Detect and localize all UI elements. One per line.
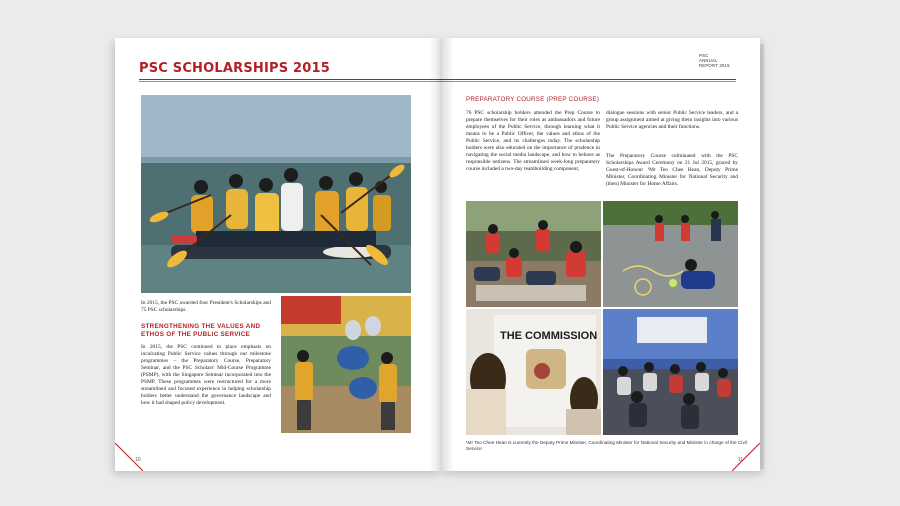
title-rule: [139, 79, 442, 80]
report-tag-line-1: PSC: [699, 53, 709, 58]
raft-photo: [141, 95, 411, 293]
header-rule-thin: [442, 81, 736, 82]
whiteboard-text: THE COMMISSION: [500, 330, 598, 342]
chalk-drawing-photo-image: [603, 201, 738, 307]
report-tag-line-2: ANNUAL: [699, 58, 718, 63]
values-paragraph: In 2015, the PSC continued to place emphasis on inculcating Public Service values through our milestone programmes – the Preparatory Course, Preparatory Seminar, and the PSC Scholars' Mid-Course Programme (PSMP), with the Singapore Seminar incorporated into the PSMP. These programmes were restructured for a more streamlined and focused experience in helping scholarship holders better understand the governance landscape and how it had shaped policy development.: [141, 344, 271, 406]
page-number-left: 10: [135, 457, 141, 463]
group-activity-photo-image: [466, 201, 601, 307]
barrel-photo: [281, 296, 411, 433]
header-rule: [442, 79, 736, 80]
raft-photo-image: [141, 95, 411, 293]
prep-course-column-2b: The Preparatory Course culminated with the PSC Scholarships Award Ceremony on 21 Jul 2015, graced by Guest-of-Honour ¹Mr Teo Chee Hean, Deputy Prime Minister, Coordinating Minister for National Security and (then) Minister for Home Affairs.: [606, 153, 738, 187]
report-tag: [699, 53, 730, 68]
dialogue-session-photo-image: [603, 309, 738, 435]
book-gutter-shadow: [430, 38, 454, 471]
whiteboard-photo: [466, 309, 601, 435]
right-page: [442, 38, 760, 471]
prep-course-column-2a: dialogue sessions with senior Public Service leaders, and a group assignment aimed at giving them insights into various Public Service agencies and their functions.: [606, 110, 738, 130]
corner-accent-left: [115, 443, 143, 471]
footnote-caption: ¹Mr Teo Chee Hean is currently the Deputy Prime Minister, Coordinating Minister for National Security and Minister in charge of the Civil Service.: [466, 440, 747, 451]
group-activity-photo: [466, 201, 601, 307]
barrel-photo-image: [281, 296, 411, 433]
left-page: [115, 38, 442, 471]
section-heading: PREPARATORY COURSE (PREP COURSE): [466, 96, 600, 103]
prep-course-column-1: 76 PSC scholarship holders attended the Prep Course to prepare themselves for their roles as ambassadors and future employees of the Public Service, through learning what it means to be a Public Officer, the values and ethos of the Public Service, and its challenges today. The scholarship holders were also educated on the importance of prudence in navigating the social media landscape, and how to behave as responsible netizens. The streamlined week-long preparatory course included a two-day teambuilding component,: [466, 110, 600, 172]
whiteboard-photo-image: [466, 309, 601, 435]
report-tag-line-3: REPORT 2015: [699, 63, 730, 68]
intro-paragraph: In 2015, the PSC awarded four President's Scholarships and 75 PSC scholarships.: [141, 300, 271, 313]
title-rule-thin: [139, 81, 442, 82]
page-number-right: 11: [738, 457, 744, 463]
corner-accent-right: [732, 443, 760, 471]
chalk-drawing-photo: [603, 201, 738, 307]
dialogue-session-photo: [603, 309, 738, 435]
page-title: PSC SCHOLARSHIPS 2015: [139, 61, 331, 76]
subheading: STRENGTHENING THE VALUES AND ETHOS OF THE PUBLIC SERVICE: [141, 323, 261, 338]
